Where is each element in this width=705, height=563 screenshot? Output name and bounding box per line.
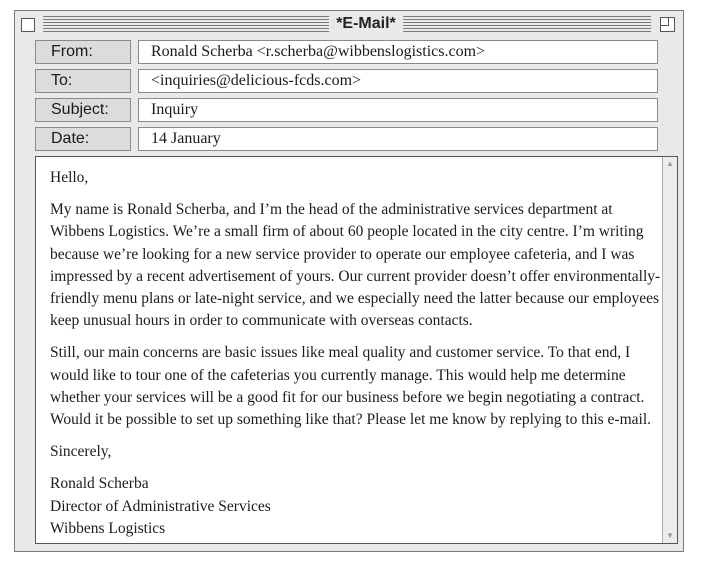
title-stripes-right xyxy=(403,16,651,33)
paragraph-2: Still, our main concerns are basic issues like meal quality and customer service. To that end, I would like to tour one of the cafeterias you currently manage. This would help me determine whether your services will be a good fit for our business before we begin negotiating a contract. Would it be possible to set up something like that? Please let me know by replying to this e-mail. xyxy=(50,344,652,429)
closing: Sincerely, xyxy=(50,443,112,461)
from-label: From: xyxy=(35,40,131,64)
subject-label: Subject: xyxy=(35,98,131,122)
title-bar[interactable] xyxy=(15,11,683,39)
from-row xyxy=(35,40,657,64)
paragraph-1: My name is Ronald Scherba, and I’m the head of the administrative services department at Wibbens Logistics. We’re a small firm of about 60 people located in the city centre. I’m writing because we’re looking for a new service provider to operate our employee cafeteria, and I was impressed by a recent advertisement of yours. Our current provider doesn’t offer environmentally-friendly menu plans or late-night service, and we especially need the latter because our employees keep unusual hours in order to communicate with overseas contacts. xyxy=(50,201,661,330)
zoom-box-icon[interactable] xyxy=(660,17,675,32)
close-box-icon[interactable] xyxy=(21,18,35,32)
signature-name: Ronald Scherba xyxy=(50,475,149,493)
signature-title: Director of Administrative Services xyxy=(50,497,271,515)
window-title: *E-Mail* xyxy=(329,15,403,33)
date-field[interactable]: 14 January xyxy=(138,127,658,151)
date-row xyxy=(35,127,657,151)
to-row xyxy=(35,69,657,93)
vertical-scrollbar[interactable] xyxy=(662,157,677,543)
email-window xyxy=(14,10,684,552)
scroll-up-arrow-icon[interactable]: ▲ xyxy=(666,159,674,168)
scroll-down-arrow-icon[interactable]: ▼ xyxy=(666,531,674,540)
to-label: To: xyxy=(35,69,131,93)
title-stripes-left xyxy=(43,16,329,33)
message-body[interactable] xyxy=(35,156,678,544)
subject-field[interactable]: Inquiry xyxy=(138,98,658,122)
subject-row xyxy=(35,98,657,122)
date-label: Date: xyxy=(35,127,131,151)
signature-company: Wibbens Logistics xyxy=(50,519,166,537)
greeting: Hello, xyxy=(50,169,89,186)
message-text xyxy=(50,167,662,540)
from-field[interactable]: Ronald Scherba <r.scherba@wibbenslogistics.com> xyxy=(138,40,658,64)
to-field[interactable]: <inquiries@delicious-fcds.com> xyxy=(138,69,658,93)
